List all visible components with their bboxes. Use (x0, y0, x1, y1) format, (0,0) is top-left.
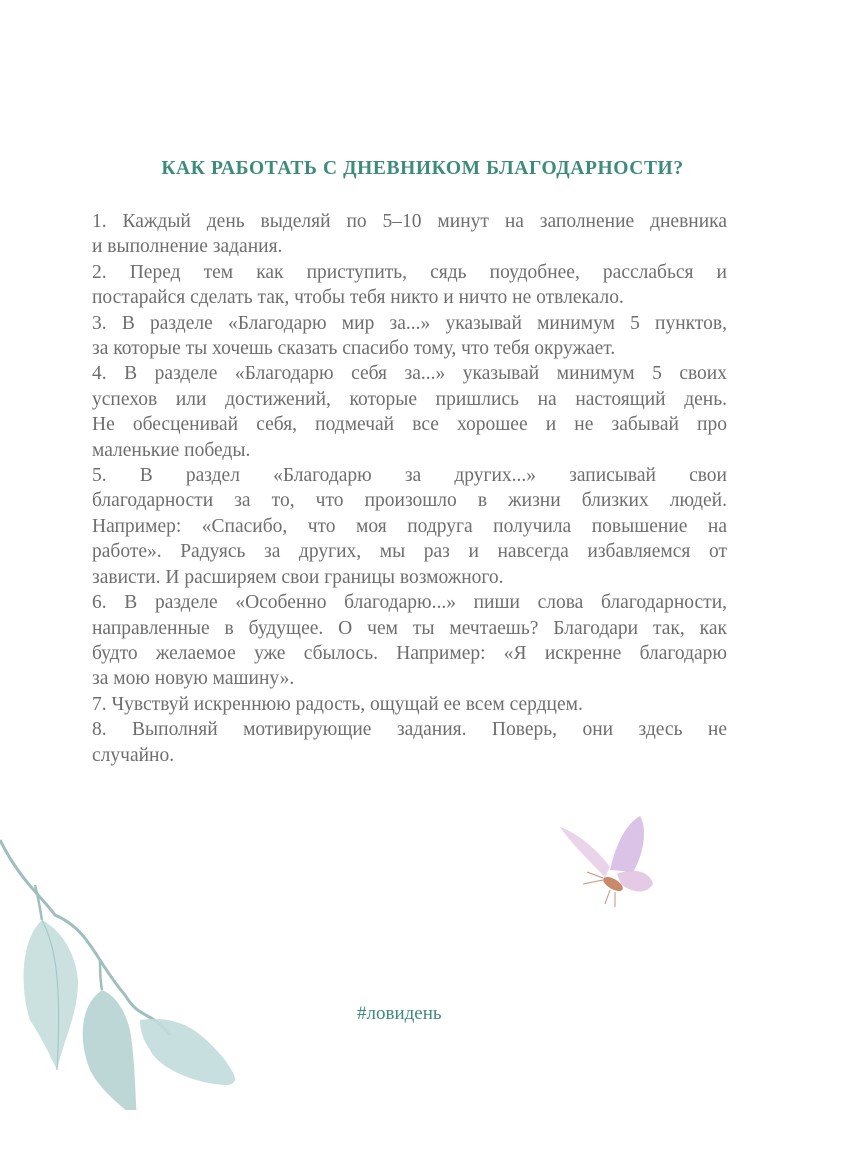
hashtag: #ловидень (357, 1003, 442, 1024)
list-item (92, 590, 727, 692)
list-item-line: постарайся сделать так, чтобы тебя никто и ничто не отвлекало. (92, 287, 624, 309)
list-item-line: Например: «Спасибо, что моя подруга получила повышение на (92, 515, 727, 537)
list-item-line: успехов или достижений, которые пришлись на настоящий день. (92, 388, 727, 410)
list-item-line: 5. В раздел «Благодарю за других...» записывай свои (92, 465, 727, 487)
list-item-line: за мою новую машину». (92, 668, 295, 690)
list-item-line: и выполнение задания. (92, 236, 283, 258)
list-item-line: зависти. И расширяем свои границы возможного. (92, 566, 504, 588)
list-item-line: 4. В разделе «Благодарю себя за...» указывай минимум 5 своих (92, 363, 727, 385)
list-item-line: будто желаемое уже сбылось. Например: «Я искренне благодарю (92, 642, 727, 664)
list-item-line: 3. В разделе «Благодарю мир за...» указывай минимум 5 пунктов, (92, 312, 727, 334)
list-item-line: 2. Перед тем как приступить, сядь поудобнее, расслабься и (92, 261, 727, 283)
list-item-line: Не обесценивай себя, подмечай все хорошее и не забывай про (92, 414, 727, 436)
list-item (92, 717, 727, 768)
list-item-line: за которые ты хочешь сказать спасибо тому, что тебя окружает. (92, 338, 616, 360)
instructions-list (92, 209, 727, 768)
list-item-line: работе». Радуясь за других, мы раз и навсегда избавляемся от (92, 541, 727, 563)
list-item-line: случайно. (92, 744, 175, 766)
list-item-line: маленькие победы. (92, 439, 251, 461)
list-item (92, 692, 727, 717)
list-item (92, 209, 727, 260)
list-item (92, 260, 727, 311)
list-item-line: 6. В разделе «Особенно благодарю...» пиши слова благодарности, (92, 592, 727, 614)
page-title: КАК РАБОТАТЬ С ДНЕВНИКОМ БЛАГОДАРНОСТИ? (161, 158, 684, 179)
list-item (92, 311, 727, 362)
list-item (92, 361, 727, 463)
list-item-line: 8. Выполняй мотивирующие задания. Поверь, они здесь не (92, 719, 727, 741)
list-item-line: 1. Каждый день выделяй по 5–10 минут на заполнение дневника (92, 211, 727, 232)
list-item-line: благодарности за то, что произошло в жизни близких людей. (92, 490, 727, 512)
list-item-line: направленные в будущее. О чем ты мечтаешь? Благодари так, как (92, 617, 727, 639)
list-item (92, 463, 727, 590)
list-item-line: 7. Чувствуй искреннюю радость, ощущай ее всем сердцем. (92, 693, 583, 715)
watercolor-leaves-illustration (0, 820, 320, 1110)
butterfly-illustration (555, 812, 665, 912)
